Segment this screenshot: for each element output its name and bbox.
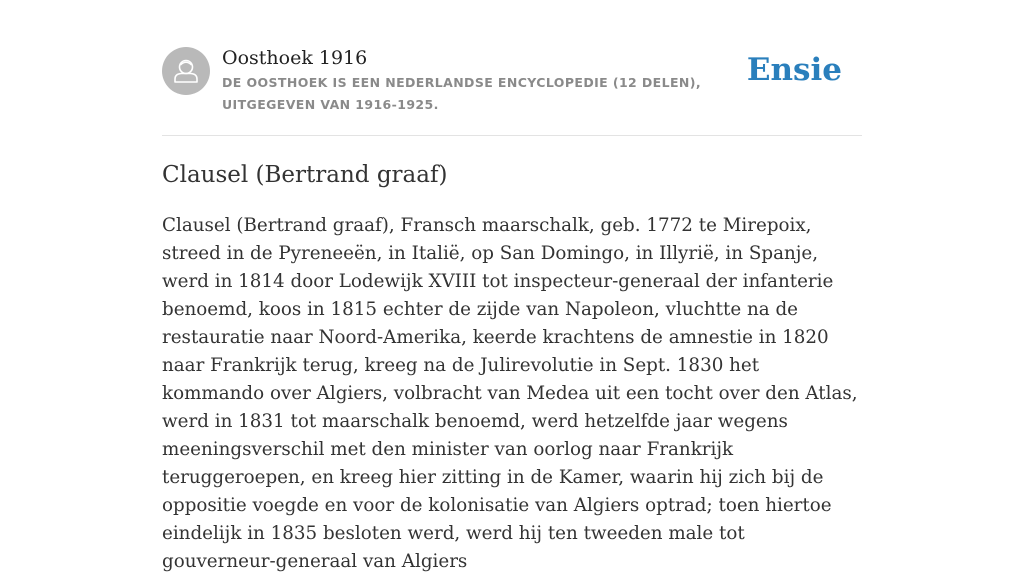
source-title[interactable]: Oosthoek 1916 <box>222 47 368 69</box>
source-description: DE OOSTHOEK IS EEN NEDERLANDSE ENCYCLOPEDIE (12 DELEN), UITGEGEVEN VAN 1916-1925. <box>222 75 702 112</box>
user-placeholder-icon[interactable] <box>162 47 210 95</box>
article-body: Clausel (Bertrand graaf), Fransch maarschalk, geb. 1772 te Mirepoix, streed in de Pyreneeën, in Italië, op San Domingo, in Illyrië, in Spanje, werd in 1814 door Lodewijk XVIII tot inspecteur-generaal der infanterie benoemd, koos in 1815 echter de zijde van Napoleon, vluchtte na de restauratie naar Noord-Amerika, keerde krachtens de amnestie in 1820 naar Frankrijk terug, kreeg na de Julirevolutie in Sept. 1830 het kommando over Algiers, volbracht van Medea uit een tocht over den Atlas, werd in 1831 tot maarschalk benoemd, werd hetzelfde jaar wegens meeningsverschil met den minister van oorlog naar Frankrijk teruggeroepen, en kreeg hier zitting in de Kamer, waarin hij zich bij de oppositie voegde en voor de kolonisatie van Algiers optrad; toen hiertoe eindelijk in 1835 besloten werd, werd hij ten tweeden male tot gouverneur-generaal van Algiers <box>162 215 858 572</box>
source-header <box>162 46 862 116</box>
article-title: Clausel (Bertrand graaf) <box>162 162 448 188</box>
header-divider <box>162 135 862 136</box>
brand-logo[interactable]: Ensie <box>746 52 842 88</box>
